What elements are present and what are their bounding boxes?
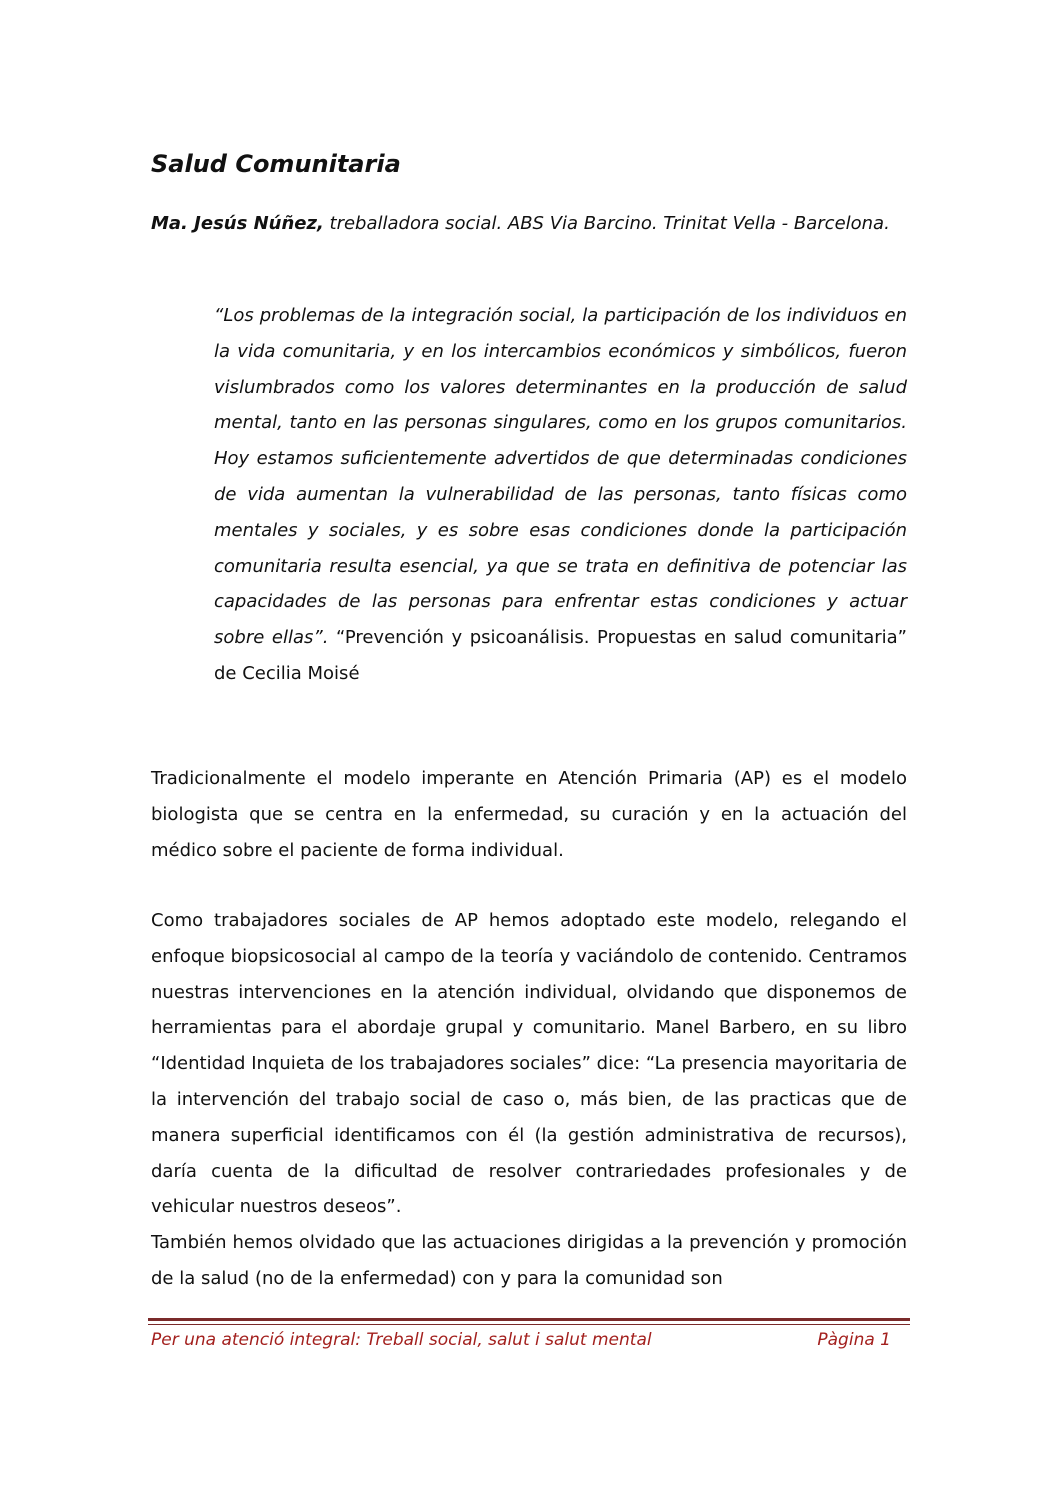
page-number: Pàgina 1: [817, 1330, 891, 1350]
page-footer: [151, 1330, 891, 1356]
epigraph-quote: [214, 298, 907, 692]
page-title: Salud Comunitaria: [151, 150, 401, 178]
body-paragraph: También hemos olvidado que las actuaciones dirigidas a la prevención y promoción de la salud (no de la enfermedad) con y para la comunidad son: [151, 1232, 907, 1289]
footer-title: Per una atenció integral: Treball social, salut i salut mental: [151, 1330, 652, 1350]
quote-source: “Prevención y psicoanálisis. Propuestas en salud comunitaria” de Cecilia Moisé: [214, 627, 907, 684]
footer-divider: [148, 1318, 910, 1325]
body-paragraph: Como trabajadores sociales de AP hemos adoptado este modelo, relegando el enfoque biopsicosocial al campo de la teoría y vaciándolo de contenido. Centramos nuestras intervenciones en la atención individual, olvidando que disponemos de herramientas para el abordaje grupal y comunitario. Manel Barbero, en su libro “Identidad Inquieta de los trabajadores sociales” dice: “La presencia mayoritaria de la intervención del trabajo social de caso o, más bien, de las practicas que de manera superficial identificamos con él (la gestión administrativa de recursos), daría cuenta de la dificultad de resolver contrariedades profesionales y de vehicular nuestros deseos”.: [151, 910, 907, 1218]
body-paragraph: Tradicionalmente el modelo imperante en Atención Primaria (AP) es el modelo biologista que se centra en la enfermedad, su curación y en la actuación del médico sobre el paciente de forma individual.: [151, 768, 907, 861]
author-affiliation: treballadora social. ABS Via Barcino. Trinitat Vella - Barcelona.: [323, 213, 890, 234]
quote-text: “Los problemas de la integración social, la participación de los individuos en la vida comunitaria, y en los intercambios económicos y simbólicos, fueron vislumbrados como los valores determinantes en la producción de salud mental, tanto en las personas singulares, como en los grupos comunitarios. Hoy estamos suficientemente advertidos de que determinadas condiciones de vida aumentan la vulnerabilidad de las personas, tanto físicas como mentales y sociales, y es sobre esas condiciones donde la participación comunitaria resulta esencial, ya que se trata en definitiva de potenciar las capacidades de las personas para enfrentar estas condiciones y actuar sobre ellas”.: [214, 305, 907, 649]
author-name: Ma. Jesús Núñez,: [151, 213, 324, 234]
author-line: [151, 212, 891, 236]
